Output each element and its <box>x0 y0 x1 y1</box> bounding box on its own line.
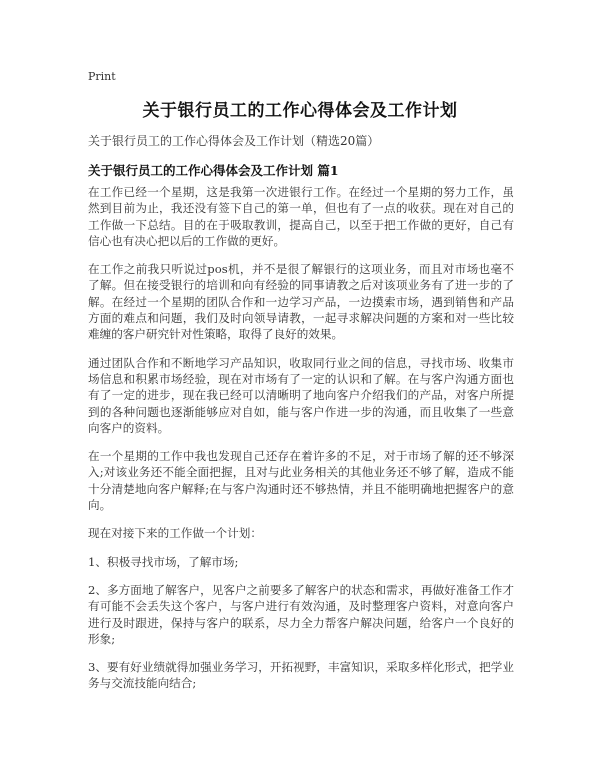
article-body <box>88 184 514 704</box>
section-heading: 关于银行员工的工作心得体会及工作计划 篇1 <box>88 163 339 178</box>
paragraph-1: 在工作已经一个星期，这是我第一次进银行工作。在经过一个星期的努力工作，虽然到目前为止，我还没有签下自己的第一单，但也有了一点的收获。现在对自己的工作做一下总结。目的在于吸取教训，提高自己，以至于把工作做的更好，自己有信心也有决心把以后的工作做的更好。 <box>88 185 514 248</box>
list-item-3: 3、要有好业绩就得加强业务学习，开拓视野，丰富知识，采取多样化形式，把学业务与交流技能向结合; <box>88 660 514 691</box>
paragraph-4: 在一个星期的工作中我也发现自己还存在着许多的不足，对于市场了解的还不够深入;对该业务还不能全面把握，且对与此业务相关的其他业务还不够了解，造成不能十分清楚地向客户解释;在与客户沟通时还不够热情，并且不能明确地把握客户的意向。 <box>88 449 514 513</box>
list-item-1: 1、积极寻找市场，了解市场; <box>88 554 239 569</box>
list-item-2: 2、多方面地了解客户，见客户之前要多了解客户的状态和需求，再做好准备工作才有可能不会丢失这个客户，与客户进行有效沟通，及时整理客户资料，对意向客户进行及时跟进，保持与客户的联系，尽力全力帮客户解决问题，给客户一个良好的形象; <box>88 582 514 646</box>
page-title: 关于银行员工的工作心得体会及工作计划 <box>142 101 458 121</box>
paragraph-3: 通过团队合作和不断地学习产品知识，收取同行业之间的信息，寻找市场、收集市场信息和积累市场经验，现在对市场有了一定的认识和了解。在与客户沟通方面也有了一定的进步，现在我已经可以清晰明了地向客户介绍我们的产品，对客户所提到的各种问题也逐渐能够应对自如，能与客户作进一步的沟通，而且收集了一些意向客户的资料。 <box>88 355 514 435</box>
page-subtitle: 关于银行员工的工作心得体会及工作计划（精选20篇） <box>88 134 380 148</box>
print-label[interactable]: Print <box>88 70 116 83</box>
paragraph-2: 在工作之前我只听说过pos机，并不是很了解银行的这项业务，而且对市场也毫不了解。但在接受银行的培训和向有经验的同事请教之后对该项业务有了进一步的了解。在经过一个星期的团队合作和一边学习产品，一边摸索市场，遇到销售和产品方面的难点和问题，我们及时向领导请教，一起寻求解决问题的方案和对一些比较难缠的客户研究针对性策略，取得了良好的效果。 <box>88 262 514 342</box>
paragraph-5: 现在对接下来的工作做一个计划： <box>88 526 262 541</box>
